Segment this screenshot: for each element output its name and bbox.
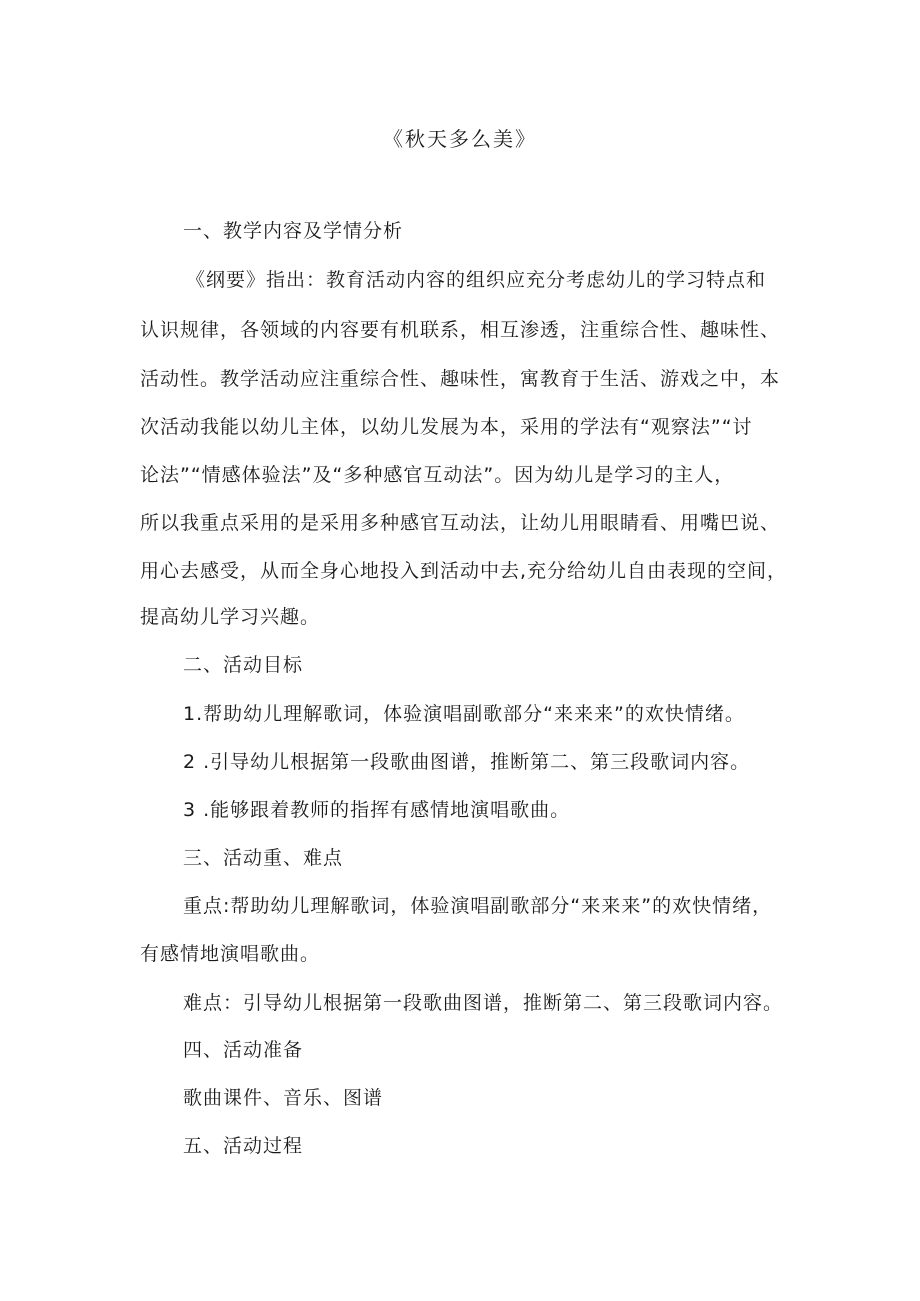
paragraph-line: 所以我重点采用的是采用多种感官互动法，让幼儿用眼睛看、用嘴巴说、 — [140, 512, 781, 534]
section-heading-2: 二、活动目标 — [183, 654, 304, 676]
difficult-point-line: 难点：引导幼儿根据第一段歌曲图谱，推断第二、第三段歌词内容。 — [183, 992, 784, 1014]
paragraph-line: 认识规律，各领域的内容要有机联系，相互渗透，注重综合性、趣味性、 — [140, 319, 781, 341]
section-heading-3: 三、活动重、难点 — [183, 847, 344, 869]
paragraph-line: 《纲要》指出：教育活动内容的组织应充分考虑幼儿的学习特点和 — [186, 269, 767, 291]
paragraph-line: 活动性。教学活动应注重综合性、趣味性，寓教育于生活、游戏之中，本 — [140, 368, 781, 390]
key-point-line: 重点:帮助幼儿理解歌词，体验演唱副歌部分“来来来”的欢快情绪， — [183, 895, 773, 917]
paragraph-line: 用心去感受，从而全身心地投入到活动中去,充分给幼儿自由表现的空间， — [140, 560, 788, 582]
paragraph-line: 次活动我能以幼儿主体，以幼儿发展为本，采用的学法有“观察法”“讨 — [140, 416, 753, 438]
section-heading-5: 五、活动过程 — [183, 1135, 304, 1157]
objective-item-1: 1.帮助幼儿理解歌词，体验演唱副歌部分“来来来”的欢快情绪。 — [183, 703, 745, 725]
paragraph-line: 论法”“情感体验法”及“多种感官互动法”。因为幼儿是学习的主人， — [140, 464, 735, 486]
section-heading-4: 四、活动准备 — [183, 1039, 304, 1061]
section-heading-1: 一、教学内容及学情分析 — [183, 220, 404, 242]
document-title: 《秋天多么美》 — [383, 127, 537, 151]
paragraph-line: 提高幼儿学习兴趣。 — [140, 606, 321, 628]
objective-item-2: 2 .引导幼儿根据第一段歌曲图谱，推断第二、第三段歌词内容。 — [183, 751, 751, 773]
key-point-line: 有感情地演唱歌曲。 — [140, 943, 321, 965]
objective-item-3: 3 .能够跟着教师的指挥有感情地演唱歌曲。 — [183, 799, 571, 821]
preparation-text: 歌曲课件、音乐、图谱 — [183, 1087, 384, 1109]
